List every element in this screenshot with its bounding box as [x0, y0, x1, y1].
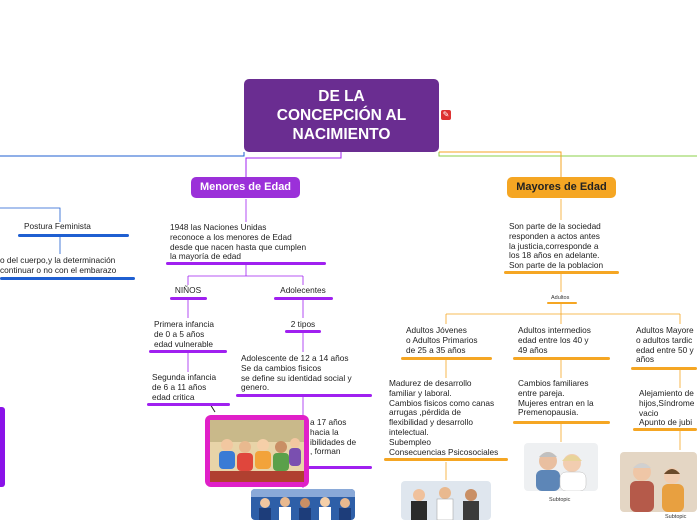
students-image-art: [251, 489, 355, 520]
topic-cuerpo[interactable]: o del cuerpo,y la determinación continuar o no con el embarazo: [0, 255, 117, 275]
topic-segunda-infancia[interactable]: Segunda infancia de 6 a 11 años edad critica: [152, 372, 217, 402]
topic-primera-infancia[interactable]: Primera infancia de 0 a 5 años edad vulnerable: [154, 319, 214, 349]
topic-adolescentes[interactable]: Adolecentes: [280, 285, 326, 295]
topic-naciones-unidas[interactable]: 1948 las Naciones Unidas reconoce a los menores de Edad desde que nacen hasta que cumplen la mayoría de edad: [170, 222, 307, 262]
branch-mayores-de-edad[interactable]: [507, 177, 616, 198]
topic-underline: [513, 421, 610, 424]
topic-adolescente-17[interactable]: a 17 años hacia la ibilidades de , forman: [310, 417, 357, 457]
root-title: DE LA CONCEPCIÓN AL NACIMIENTO: [276, 88, 407, 143]
topic-underline: [236, 394, 372, 397]
topic-adultos[interactable]: Adultos: [551, 295, 570, 301]
left-node-edge: [0, 407, 5, 487]
topic-ninos[interactable]: NIÑOS: [174, 285, 202, 295]
topic-underline: [285, 330, 321, 333]
topic-alejamiento[interactable]: Alejamiento de hijos,Síndrome vacio Apunto de jubi: [639, 388, 695, 428]
couple-image[interactable]: [524, 443, 598, 491]
topic-underline: [170, 297, 207, 300]
topic-adultos-intermedios[interactable]: Adultos intermedios edad entre los 40 y 49 años: [518, 325, 591, 355]
topic-adolescente-12-14[interactable]: Adolescente de 12 a 14 años Se da cambios fisicos se define su identidad social y genero.: [241, 353, 352, 393]
topic-postura-feminista[interactable]: Postura Feminista: [24, 221, 91, 231]
branch-menores-de-edad[interactable]: [191, 177, 300, 198]
topic-cambios-familiares[interactable]: Cambios familiares entre pareja. Mujeres entran en la Premenopausia.: [518, 378, 594, 418]
topic-underline: [504, 271, 619, 274]
subtopic-label[interactable]: Subtopic: [549, 497, 571, 503]
children-classroom-image-art: [205, 415, 309, 487]
mindmap-logo-icon[interactable]: ✎: [442, 110, 450, 119]
topic-adultos-jovenes[interactable]: Adultos Jóvenes o Adultos Primarios de 25 a 35 años: [406, 325, 478, 355]
topic-parte-sociedad[interactable]: Son parte de la sociedad responden a actos antes la justicia,corresponde a los 18 años en adelante. Son parte de la poblacion: [509, 221, 604, 271]
subtopic-label[interactable]: Subtopic: [665, 514, 687, 520]
couple-image-art: [524, 443, 598, 491]
topic-underline: [631, 367, 697, 370]
topic-underline: [149, 350, 227, 353]
root-node[interactable]: [244, 79, 439, 152]
topic-underline: [274, 297, 333, 300]
topic-underline: [401, 357, 492, 360]
topic-underline: [300, 466, 372, 469]
branch-label: Mayores de Edad: [516, 181, 607, 193]
young-adults-image[interactable]: [401, 481, 491, 520]
topic-underline: [18, 234, 129, 237]
topic-2-tipos[interactable]: 2 tipos: [290, 319, 316, 329]
children-classroom-image[interactable]: [205, 415, 309, 487]
topic-underline: [0, 277, 135, 280]
grandparents-image[interactable]: [620, 452, 697, 512]
topic-underline: [547, 302, 577, 304]
topic-adultos-mayores[interactable]: Adultos Mayore o adultos tardic edad entre 50 y años: [636, 325, 694, 365]
grandparents-image-art: [620, 452, 697, 512]
topic-madurez[interactable]: Madurez de desarrollo familiar y laboral. Cambios fisicos como canas arrugas ,pérdida de flexibilidad y desarrollo intelectual. Subempleo Consecuencias Psicosociales: [389, 378, 499, 457]
topic-underline: [633, 428, 697, 431]
young-adults-image-art: [401, 481, 491, 520]
students-image[interactable]: [251, 489, 355, 520]
topic-underline: [147, 403, 230, 406]
topic-underline: [166, 262, 326, 265]
branch-label: Menores de Edad: [199, 181, 292, 193]
topic-underline: [513, 357, 610, 360]
topic-underline: [384, 458, 508, 461]
